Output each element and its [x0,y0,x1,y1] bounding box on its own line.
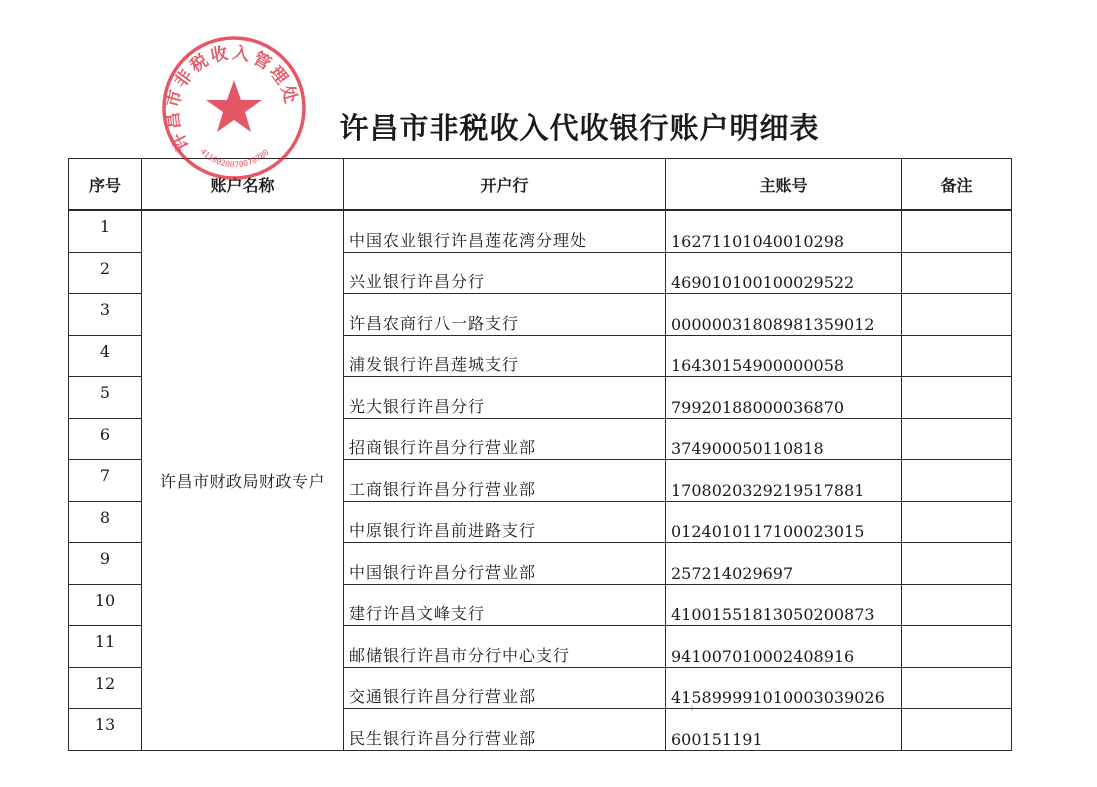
bank-account-table [68,158,1012,751]
row-bank: 邮储银行许昌市分行中心支行 [344,626,666,668]
row-remark [902,501,1012,543]
row-bank: 民生银行许昌分行营业部 [344,709,666,751]
seal-star-icon [206,80,262,132]
account-holder-name: 许昌市财政局财政专户 [142,210,344,750]
header-account-number: 主账号 [666,159,902,211]
row-seq: 12 [69,667,142,709]
row-account-number: 41001551813050200873 [666,584,902,626]
row-seq: 7 [69,460,142,502]
row-seq: 10 [69,584,142,626]
row-bank: 浦发银行许昌莲城支行 [344,335,666,377]
row-bank: 许昌农商行八一路支行 [344,294,666,336]
table-row [69,210,1012,252]
row-bank: 中原银行许昌前进路支行 [344,501,666,543]
row-seq: 8 [69,501,142,543]
header-account-name: 账户名称 [142,159,344,211]
row-seq: 1 [69,210,142,252]
row-remark [902,210,1012,252]
row-bank: 兴业银行许昌分行 [344,252,666,294]
row-bank: 中国农业银行许昌莲花湾分理处 [344,210,666,252]
row-account-number: 16430154900000058 [666,335,902,377]
row-remark [902,667,1012,709]
header-remark: 备注 [902,159,1012,211]
row-account-number: 374900050110818 [666,418,902,460]
row-account-number: 16271101040010298 [666,210,902,252]
header-seq: 序号 [69,159,142,211]
row-remark [902,709,1012,751]
row-seq: 2 [69,252,142,294]
row-account-number: 257214029697 [666,543,902,585]
row-bank: 交通银行许昌分行营业部 [344,667,666,709]
row-account-number: 79920188000036870 [666,377,902,419]
row-remark [902,460,1012,502]
row-account-number: 941007010002408916 [666,626,902,668]
official-seal [160,34,308,182]
svg-text:4110020070070780 [199,147,271,169]
row-bank: 工商银行许昌分行营业部 [344,460,666,502]
row-seq: 13 [69,709,142,751]
row-seq: 3 [69,294,142,336]
row-account-number: 1708020329219517881 [666,460,902,502]
header-bank: 开户行 [344,159,666,211]
row-seq: 9 [69,543,142,585]
row-remark [902,335,1012,377]
row-bank: 招商银行许昌分行营业部 [344,418,666,460]
row-account-number: 600151191 [666,709,902,751]
row-seq: 11 [69,626,142,668]
row-remark [902,543,1012,585]
row-bank: 建行许昌文峰支行 [344,584,666,626]
row-remark [902,584,1012,626]
seal-serial-text: 4110020070070780 [198,146,271,170]
row-account-number: 0124010117100023015 [666,501,902,543]
row-remark [902,252,1012,294]
row-remark [902,377,1012,419]
row-account-number: 415899991010003039026 [666,667,902,709]
row-remark [902,294,1012,336]
seal-ring-text: 许昌市非税收入管理处 [162,42,302,154]
row-seq: 6 [69,418,142,460]
row-account-number: 469010100100029522 [666,252,902,294]
row-remark [902,626,1012,668]
row-remark [902,418,1012,460]
document-title: 许昌市非税收入代收银行账户明细表 [339,111,820,145]
row-seq: 4 [69,335,142,377]
row-bank: 光大银行许昌分行 [344,377,666,419]
row-bank: 中国银行许昌分行营业部 [344,543,666,585]
row-account-number: 00000031808981359012 [666,294,902,336]
row-seq: 5 [69,377,142,419]
